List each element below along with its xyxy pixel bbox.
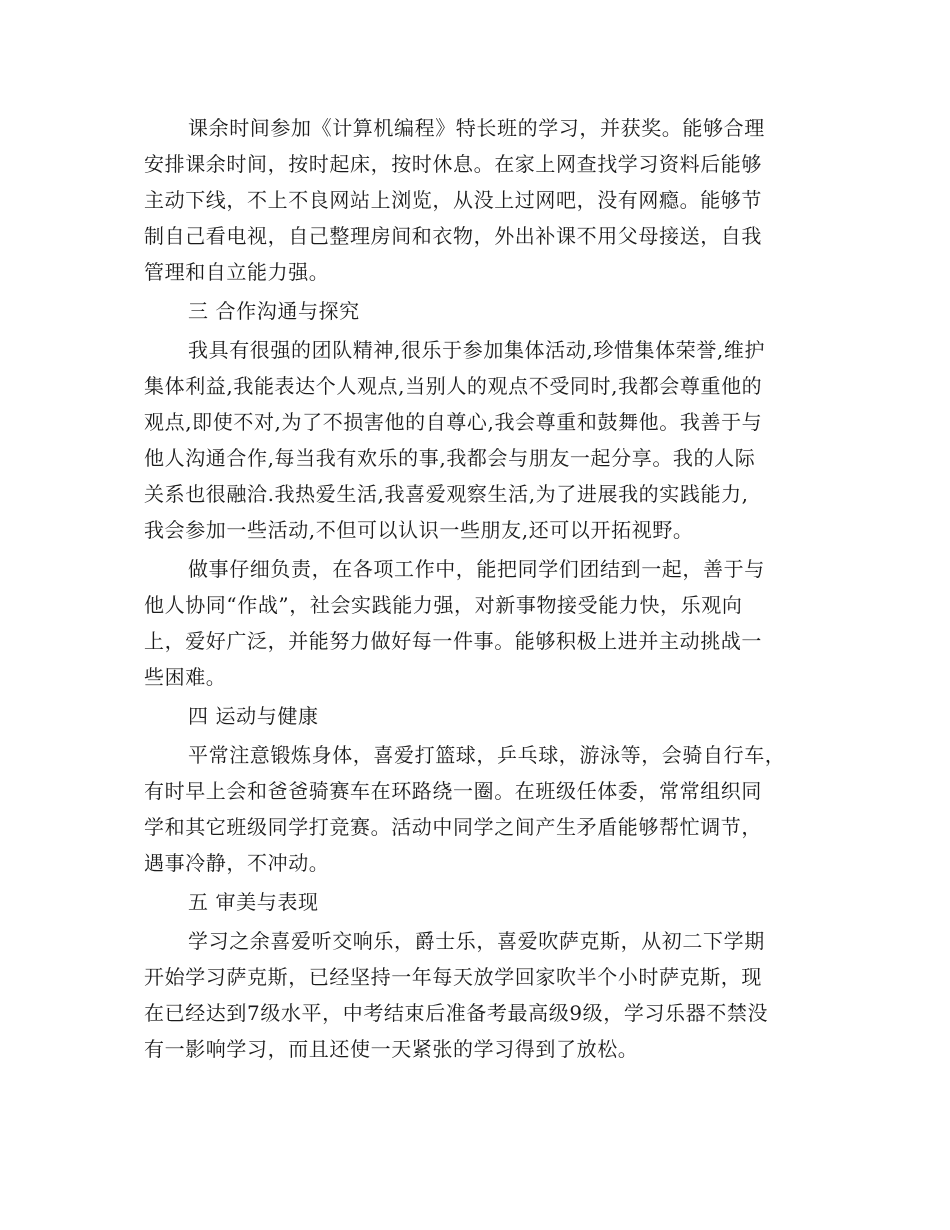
- paragraph-line: 制自己看电视，自己整理房间和衣物，外出补课不用父母接送，自我: [144, 224, 762, 248]
- paragraph-line: 课余时间参加《计算机编程》特长班的学习，并获奖。能够合理: [188, 116, 765, 140]
- paragraph-line: 我会参加一些活动,不但可以认识一些朋友,还可以开拓视野。: [144, 518, 694, 542]
- paragraph-line: 有一影响学习，而且还使一天紧张的学习得到了放松。: [144, 1037, 639, 1061]
- paragraph-line: 平常注意锻炼身体，喜爱打篮球，乒乓球，游泳等，会骑自行车，: [188, 743, 786, 767]
- paragraph-line: 主动下线，不上不良网站上浏览，从没上过网吧，没有网瘾。能够节: [144, 188, 762, 212]
- paragraph-line: 学和其它班级同学打竞赛。活动中同学之间产生矛盾能够帮忙调节，: [144, 815, 762, 839]
- paragraph-line: 安排课余时间，按时起床，按时休息。在家上网查找学习资料后能够: [144, 152, 762, 176]
- section-heading: 四 运动与健康: [188, 704, 319, 728]
- section-heading: 五 审美与表现: [188, 890, 319, 914]
- paragraph-line: 集体利益,我能表达个人观点,当别人的观点不受同时,我都会尊重他的: [144, 374, 763, 398]
- paragraph-line: 上，爱好广泛，并能努力做好每一件事。能够积极上进并主动挑战一: [144, 629, 762, 653]
- paragraph-line: 观点,即使不对,为了不损害他的自尊心,我会尊重和鼓舞他。我善于与: [144, 410, 763, 434]
- paragraph-line: 开始学习萨克斯，已经坚持一年每天放学回家吹半个小时萨克斯，现: [144, 965, 762, 989]
- section-heading: 三 合作沟通与探究: [188, 299, 360, 323]
- paragraph-line: 遇事冷静，不冲动。: [144, 851, 330, 875]
- paragraph-line: 他人沟通合作,每当我有欢乐的事,我都会与朋友一起分享。我的人际: [144, 446, 756, 470]
- paragraph-line: 管理和自立能力强。: [144, 260, 330, 284]
- paragraph-line: 关系也很融洽.我热爱生活,我喜爱观察生活,为了进展我的实践能力,: [144, 482, 749, 506]
- paragraph-line: 学习之余喜爱听交响乐，爵士乐，喜爱吹萨克斯，从初二下学期: [188, 929, 765, 953]
- paragraph-line: 些困难。: [144, 665, 227, 689]
- paragraph-line: 有时早上会和爸爸骑赛车在环路绕一圈。在班级任体委，常常组织同: [144, 779, 762, 803]
- paragraph-line: 做事仔细负责，在各项工作中，能把同学们团结到一起，善于与: [188, 557, 765, 581]
- paragraph-line: 在已经达到7级水平，中考结束后准备考最高级9级，学习乐器不禁没: [144, 1001, 769, 1025]
- paragraph-line: 他人协同“作战”，社会实践能力强，对新事物接受能力快，乐观向: [144, 593, 743, 617]
- paragraph-line: 我具有很强的团队精神,很乐于参加集体活动,珍惜集体荣誉,维护: [188, 338, 766, 362]
